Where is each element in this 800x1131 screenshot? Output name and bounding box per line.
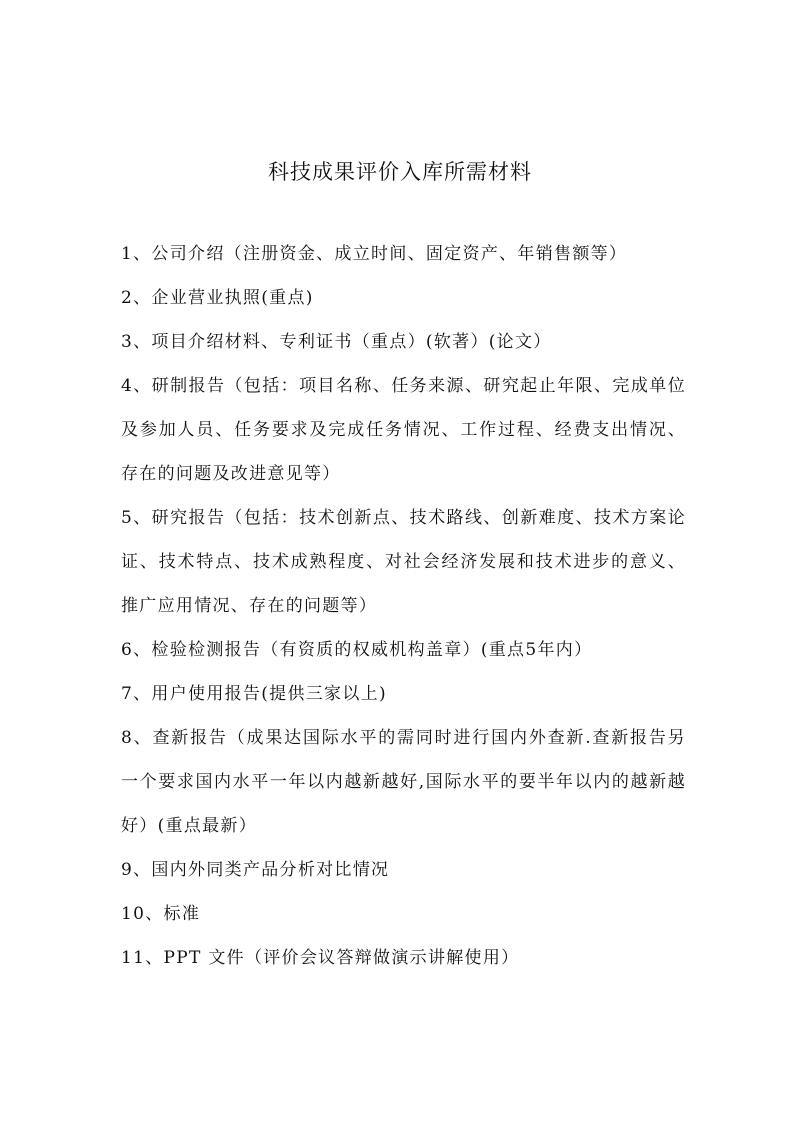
list-item: 1、公司介绍（注册资金、成立时间、固定资产、年销售额等） bbox=[121, 244, 628, 264]
list-item: 7、用户使用报告(提供三家以上) bbox=[121, 684, 387, 704]
list-item: 9、国内外同类产品分析对比情况 bbox=[121, 860, 390, 880]
list-item: 8、查新报告（成果达国际水平的需同时进行国内外查新.查新报告另一个要求国内水平一年以内越新越好,国际水平的要半年以内的越新越好）(重点最新） bbox=[121, 728, 686, 836]
materials-list bbox=[121, 232, 686, 980]
page-title: 科技成果评价入库所需材料 bbox=[268, 160, 532, 184]
list-item: 11、PPT 文件（评价会议答辩做演示讲解使用） bbox=[121, 948, 520, 968]
list-item: 10、标准 bbox=[121, 904, 201, 924]
list-item: 6、检验检测报告（有资质的权威机构盖章）(重点5年内） bbox=[121, 640, 593, 660]
list-item: 5、研究报告（包括：技术创新点、技术路线、创新难度、技术方案论证、技术特点、技术成熟程度、对社会经济发展和技术进步的意义、推广应用情况、存在的问题等） bbox=[121, 508, 686, 616]
list-item: 2、企业营业执照(重点) bbox=[121, 288, 314, 308]
list-item: 3、项目介绍材料、专利证书（重点）(软著）(论文） bbox=[121, 332, 552, 352]
list-item: 4、研制报告（包括：项目名称、任务来源、研究起止年限、完成单位及参加人员、任务要求及完成任务情况、工作过程、经费支出情况、存在的问题及改进意见等） bbox=[121, 376, 686, 484]
